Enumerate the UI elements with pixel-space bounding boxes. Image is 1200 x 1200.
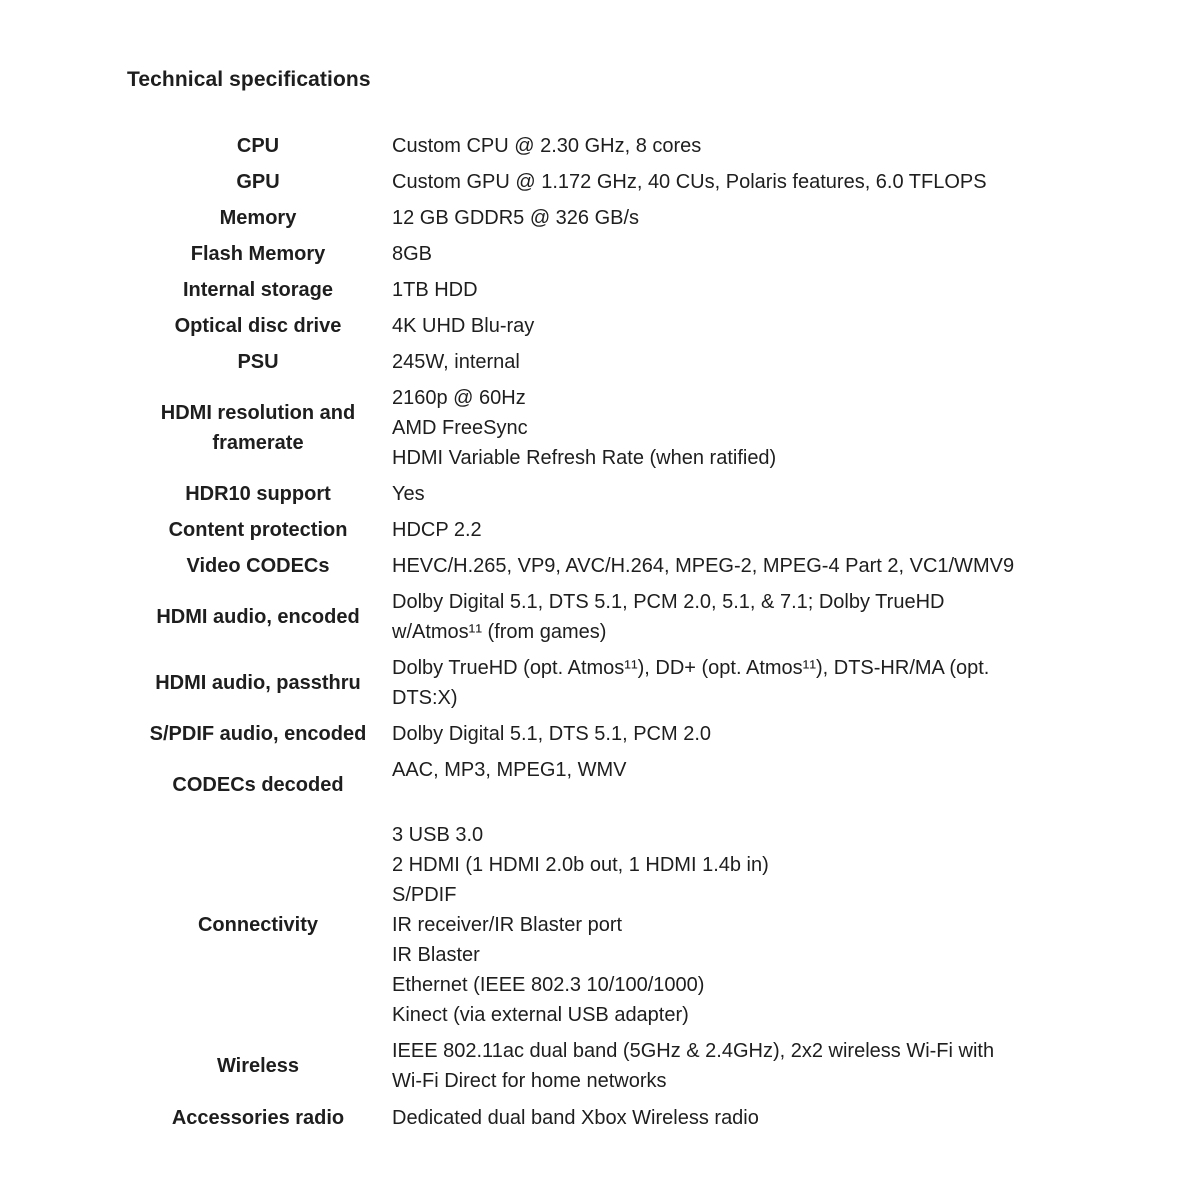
spec-label: Accessories radio — [171, 1107, 345, 1129]
spec-value — [392, 239, 1092, 269]
spec-row — [0, 203, 1200, 233]
spec-label: Flash Memory — [190, 243, 326, 265]
spec-value — [392, 275, 1092, 305]
spec-label: HDMI audio, encoded — [156, 606, 360, 628]
spec-value-line: Dolby Digital 5.1, DTS 5.1, PCM 2.0, 5.1, & 7.1; Dolby TrueHD — [392, 591, 945, 613]
spec-value-line: 1TB HDD — [392, 279, 478, 301]
spec-row — [0, 311, 1200, 341]
spec-label: Video CODECs — [186, 555, 330, 577]
spec-label: Connectivity — [197, 914, 319, 936]
spec-value-line: 245W, internal — [392, 351, 520, 373]
spec-label: HDR10 support — [185, 483, 331, 505]
spec-value-line: Yes — [392, 483, 425, 505]
spec-value — [392, 347, 1092, 377]
spec-value-line: Kinect (via external USB adapter) — [392, 1004, 689, 1026]
spec-row — [0, 755, 1200, 815]
spec-value-line: AAC, MP3, MPEG1, WMV — [392, 759, 627, 781]
spec-value-line: IR Blaster — [392, 944, 480, 966]
spec-value-line: w/Atmos¹¹ (from games) — [392, 621, 607, 643]
spec-value — [392, 1103, 1092, 1133]
spec-row — [0, 515, 1200, 545]
spec-value-line: Dolby Digital 5.1, DTS 5.1, PCM 2.0 — [392, 723, 712, 745]
spec-row — [0, 275, 1200, 305]
spec-row — [0, 167, 1200, 197]
spec-label: Memory — [219, 207, 297, 229]
spec-value — [392, 820, 1092, 1030]
spec-value-line: S/PDIF — [392, 884, 457, 906]
spec-value-line: IEEE 802.11ac dual band (5GHz & 2.4GHz), 2x2 wireless Wi-Fi with — [392, 1040, 995, 1062]
spec-label: Content protection — [168, 519, 348, 541]
spec-value-line: 12 GB GDDR5 @ 326 GB/s — [392, 207, 640, 229]
spec-row — [0, 653, 1200, 713]
spec-label: PSU — [237, 351, 279, 373]
spec-row — [0, 1103, 1200, 1133]
spec-value-line: IR receiver/IR Blaster port — [392, 914, 623, 936]
spec-value-line: 3 USB 3.0 — [392, 824, 484, 846]
spec-row — [0, 383, 1200, 473]
spec-value — [392, 479, 1092, 509]
spec-value-line: 2160p @ 60Hz — [392, 387, 526, 409]
spec-label: CODECs decoded — [172, 774, 344, 796]
spec-label: Internal storage — [182, 279, 334, 301]
spec-value — [392, 167, 1092, 197]
spec-value-line: Ethernet (IEEE 802.3 10/100/1000) — [392, 974, 705, 996]
spec-value — [392, 551, 1092, 581]
spec-value-line: Custom CPU @ 2.30 GHz, 8 cores — [392, 135, 702, 157]
spec-label: S/PDIF audio, encoded — [149, 723, 367, 745]
spec-value — [392, 1036, 1092, 1096]
spec-value-line: 2 HDMI (1 HDMI 2.0b out, 1 HDMI 1.4b in) — [392, 854, 769, 876]
spec-value-line: Dolby TrueHD (opt. Atmos¹¹), DD+ (opt. Atmos¹¹), DTS-HR/MA (opt. — [392, 657, 990, 679]
spec-row — [0, 719, 1200, 749]
spec-value — [392, 719, 1092, 749]
spec-row — [0, 479, 1200, 509]
spec-label: CPU — [236, 135, 280, 157]
spec-value-line: HDMI Variable Refresh Rate (when ratified) — [392, 447, 777, 469]
spec-label: Optical disc drive — [174, 315, 342, 337]
spec-value-line: DTS:X) — [392, 687, 458, 709]
spec-value-line — [392, 785, 1092, 815]
spec-value-line: 8GB — [392, 243, 433, 265]
spec-value — [392, 653, 1092, 713]
spec-row — [0, 1036, 1200, 1096]
spec-value — [392, 311, 1092, 341]
spec-label: HDMI audio, passthru — [155, 672, 361, 694]
page-title: Technical specifications — [127, 68, 371, 91]
spec-value — [392, 131, 1092, 161]
spec-value-line: Dedicated dual band Xbox Wireless radio — [392, 1107, 759, 1129]
spec-value — [392, 755, 1092, 815]
spec-value-line: HEVC/H.265, VP9, AVC/H.264, MPEG-2, MPEG-4 Part 2, VC1/WMV9 — [392, 555, 1015, 577]
spec-value-line: HDCP 2.2 — [392, 519, 482, 541]
spec-row — [0, 551, 1200, 581]
spec-value — [392, 383, 1092, 473]
spec-row — [0, 587, 1200, 647]
spec-value-line: Custom GPU @ 1.172 GHz, 40 CUs, Polaris features, 6.0 TFLOPS — [392, 171, 987, 193]
spec-value — [392, 515, 1092, 545]
spec-value-line: 4K UHD Blu-ray — [392, 315, 535, 337]
spec-value-line: Wi-Fi Direct for home networks — [392, 1070, 667, 1092]
spec-row — [0, 239, 1200, 269]
spec-label: HDMI resolution and framerate — [160, 402, 356, 454]
spec-value — [392, 587, 1092, 647]
spec-label: Wireless — [216, 1055, 300, 1077]
spec-row — [0, 820, 1200, 1030]
spec-value-line: AMD FreeSync — [392, 417, 528, 439]
spec-row — [0, 131, 1200, 161]
spec-row — [0, 347, 1200, 377]
spec-label: GPU — [236, 171, 280, 193]
spec-value — [392, 203, 1092, 233]
